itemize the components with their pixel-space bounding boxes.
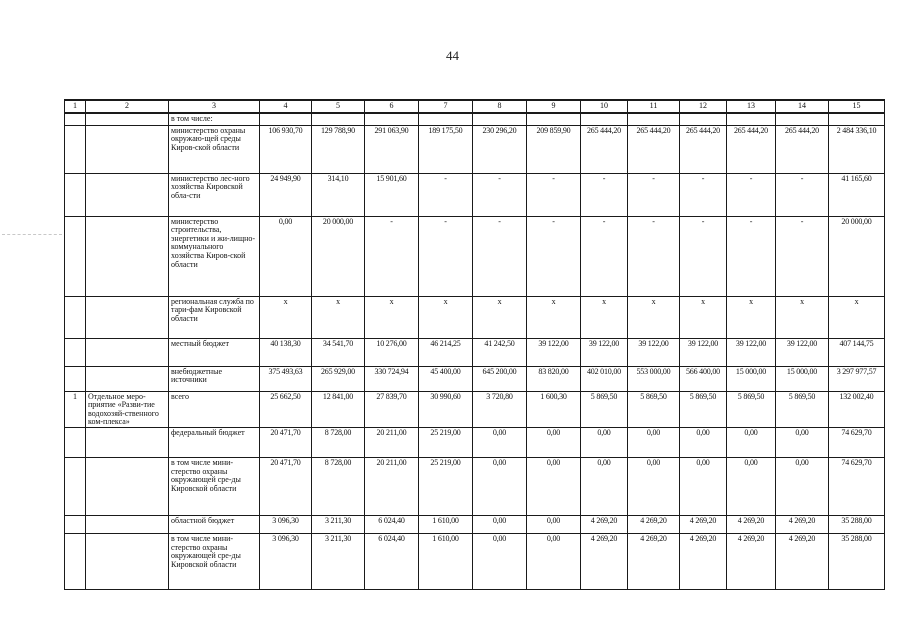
measure-name-cell	[86, 338, 169, 366]
value-cell: 4 269,20	[628, 516, 680, 534]
funding-source-cell: министерство охраны окружаю-щей среды Киров-ской области	[169, 125, 260, 173]
value-cell: 83 820,00	[527, 366, 581, 391]
value-cell: 4 269,20	[727, 534, 776, 590]
value-cell: 3 096,30	[260, 516, 312, 534]
item-number-cell	[65, 338, 86, 366]
row-tariff-service	[65, 296, 885, 338]
funding-source-cell: министерство лес-ного хозяйства Кировской обла-сти	[169, 173, 260, 216]
value-cell: -	[776, 216, 829, 296]
value-cell: 4 269,20	[776, 534, 829, 590]
measure-name-cell	[86, 216, 169, 296]
value-cell: -	[680, 173, 727, 216]
value-cell: 209 859,90	[527, 125, 581, 173]
value-cell: x	[419, 296, 473, 338]
value-cell: 5 869,50	[581, 391, 628, 428]
measure-name-cell	[86, 458, 169, 516]
column-header: 9	[527, 100, 581, 113]
value-cell: 0,00	[680, 428, 727, 458]
value-cell: x	[628, 296, 680, 338]
value-cell: 45 400,00	[419, 366, 473, 391]
value-cell: -	[727, 216, 776, 296]
funding-source-cell: местный бюджет	[169, 338, 260, 366]
value-cell: 10 276,00	[365, 338, 419, 366]
value-cell: 4 269,20	[727, 516, 776, 534]
column-header: 2	[86, 100, 169, 113]
total-value-cell: 132 002,40	[829, 391, 885, 428]
value-cell: x	[312, 296, 365, 338]
total-value-cell: 3 297 977,57	[829, 366, 885, 391]
item-number-cell	[65, 113, 86, 125]
value-cell	[680, 113, 727, 125]
item-number-cell: 1	[65, 391, 86, 428]
value-cell: 20 471,70	[260, 428, 312, 458]
value-cell: 553 000,00	[628, 366, 680, 391]
value-cell: 39 122,00	[680, 338, 727, 366]
column-header: 10	[581, 100, 628, 113]
value-cell: 0,00	[680, 458, 727, 516]
column-header: 7	[419, 100, 473, 113]
value-cell: 0,00	[527, 516, 581, 534]
funding-source-cell: в том числе:	[169, 113, 260, 125]
total-value-cell: x	[829, 296, 885, 338]
row-federal-budget	[65, 428, 885, 458]
item-number-cell	[65, 173, 86, 216]
value-cell: 265 444,20	[581, 125, 628, 173]
measure-name-cell: Отдельное меро-приятие «Разви-тие водохозяй-ственного ком-плекса»	[86, 391, 169, 428]
value-cell: x	[727, 296, 776, 338]
measure-name-cell	[86, 516, 169, 534]
total-value-cell: 35 288,00	[829, 534, 885, 590]
item-number-cell	[65, 296, 86, 338]
value-cell: 265 444,20	[727, 125, 776, 173]
value-cell: 20 000,00	[312, 216, 365, 296]
value-cell: 291 063,90	[365, 125, 419, 173]
total-value-cell: 2 484 336,10	[829, 125, 885, 173]
value-cell: 1 610,00	[419, 534, 473, 590]
value-cell: 4 269,20	[776, 516, 829, 534]
value-cell: -	[776, 173, 829, 216]
value-cell: -	[473, 216, 527, 296]
value-cell: -	[419, 216, 473, 296]
measure-name-cell	[86, 534, 169, 590]
row-regional-ministry-ecology	[65, 534, 885, 590]
value-cell: 39 122,00	[727, 338, 776, 366]
value-cell: 265 444,20	[628, 125, 680, 173]
budget-table	[64, 99, 885, 590]
value-cell: 20 471,70	[260, 458, 312, 516]
column-header: 13	[727, 100, 776, 113]
value-cell: -	[727, 173, 776, 216]
value-cell: 25 662,50	[260, 391, 312, 428]
value-cell: 0,00	[776, 428, 829, 458]
value-cell: 39 122,00	[581, 338, 628, 366]
value-cell	[419, 113, 473, 125]
value-cell: -	[473, 173, 527, 216]
value-cell: 25 219,00	[419, 428, 473, 458]
total-value-cell: 74 629,70	[829, 458, 885, 516]
value-cell: 0,00	[260, 216, 312, 296]
value-cell	[473, 113, 527, 125]
row-local-budget	[65, 338, 885, 366]
total-value-cell	[829, 113, 885, 125]
total-value-cell: 41 165,60	[829, 173, 885, 216]
page-number: 44	[446, 48, 459, 63]
item-number-cell	[65, 428, 86, 458]
value-cell: x	[473, 296, 527, 338]
value-cell: x	[776, 296, 829, 338]
value-cell: 39 122,00	[776, 338, 829, 366]
measure-name-cell	[86, 428, 169, 458]
value-cell: 15 901,60	[365, 173, 419, 216]
value-cell: 0,00	[473, 428, 527, 458]
column-header: 12	[680, 100, 727, 113]
value-cell: 5 869,50	[727, 391, 776, 428]
column-header: 4	[260, 100, 312, 113]
value-cell: 0,00	[581, 428, 628, 458]
value-cell: 25 219,00	[419, 458, 473, 516]
row-extrabudgetary	[65, 366, 885, 391]
column-header: 14	[776, 100, 829, 113]
column-number-row	[65, 100, 885, 113]
measure-name-cell	[86, 296, 169, 338]
item-number-cell	[65, 125, 86, 173]
value-cell: 0,00	[527, 534, 581, 590]
measure-name-cell	[86, 125, 169, 173]
value-cell	[581, 113, 628, 125]
value-cell: 5 869,50	[776, 391, 829, 428]
value-cell: 3 211,30	[312, 534, 365, 590]
row-measure-total	[65, 391, 885, 428]
value-cell: 0,00	[727, 458, 776, 516]
value-cell: 566 400,00	[680, 366, 727, 391]
value-cell: 6 024,40	[365, 534, 419, 590]
value-cell: 24 949,90	[260, 173, 312, 216]
value-cell: 0,00	[473, 516, 527, 534]
value-cell: 129 788,90	[312, 125, 365, 173]
value-cell: 0,00	[581, 458, 628, 516]
total-value-cell: 20 000,00	[829, 216, 885, 296]
value-cell: 34 541,70	[312, 338, 365, 366]
value-cell: x	[365, 296, 419, 338]
measure-name-cell	[86, 173, 169, 216]
value-cell: 1 610,00	[419, 516, 473, 534]
value-cell: -	[365, 216, 419, 296]
value-cell: 330 724,94	[365, 366, 419, 391]
value-cell: 4 269,20	[680, 516, 727, 534]
value-cell: 3 211,30	[312, 516, 365, 534]
value-cell: 265 444,20	[680, 125, 727, 173]
funding-source-cell: областной бюджет	[169, 516, 260, 534]
value-cell: 39 122,00	[527, 338, 581, 366]
value-cell: x	[680, 296, 727, 338]
value-cell: 3 720,80	[473, 391, 527, 428]
item-number-cell	[65, 458, 86, 516]
value-cell: -	[527, 216, 581, 296]
value-cell	[628, 113, 680, 125]
value-cell: -	[527, 173, 581, 216]
value-cell: 5 869,50	[628, 391, 680, 428]
value-cell: 265 444,20	[776, 125, 829, 173]
column-header: 15	[829, 100, 885, 113]
value-cell	[260, 113, 312, 125]
funding-source-cell: в том числе мини-стерство охраны окружающей сре-ды Кировской области	[169, 458, 260, 516]
value-cell: 0,00	[628, 428, 680, 458]
value-cell: 375 493,63	[260, 366, 312, 391]
value-cell: 8 728,00	[312, 458, 365, 516]
funding-source-cell: федеральный бюджет	[169, 428, 260, 458]
row-regional-budget	[65, 516, 885, 534]
value-cell: 314,10	[312, 173, 365, 216]
value-cell: 46 214,25	[419, 338, 473, 366]
measure-name-cell	[86, 366, 169, 391]
value-cell: -	[680, 216, 727, 296]
funding-source-cell: всего	[169, 391, 260, 428]
value-cell: 4 269,20	[581, 534, 628, 590]
value-cell	[527, 113, 581, 125]
column-header: 8	[473, 100, 527, 113]
total-value-cell: 74 629,70	[829, 428, 885, 458]
item-number-cell	[65, 216, 86, 296]
value-cell: 27 839,70	[365, 391, 419, 428]
row-federal-ministry-ecology	[65, 458, 885, 516]
value-cell: 40 138,30	[260, 338, 312, 366]
value-cell: 0,00	[527, 458, 581, 516]
value-cell: 0,00	[473, 458, 527, 516]
funding-source-cell: в том числе мини-стерство охраны окружающей сре-ды Кировской области	[169, 534, 260, 590]
value-cell: 20 211,00	[365, 428, 419, 458]
value-cell: 645 200,00	[473, 366, 527, 391]
funding-source-cell: внебюджетные источники	[169, 366, 260, 391]
value-cell: 189 175,50	[419, 125, 473, 173]
value-cell: 0,00	[628, 458, 680, 516]
total-value-cell: 35 288,00	[829, 516, 885, 534]
funding-source-cell: министерство строительства, энергетики и жи-лищно-коммунального хозяйства Киров-ской области	[169, 216, 260, 296]
value-cell: 402 010,00	[581, 366, 628, 391]
column-header: 6	[365, 100, 419, 113]
value-cell: x	[260, 296, 312, 338]
value-cell	[727, 113, 776, 125]
value-cell: 41 242,50	[473, 338, 527, 366]
value-cell: 12 841,00	[312, 391, 365, 428]
item-number-cell	[65, 534, 86, 590]
value-cell: -	[581, 216, 628, 296]
value-cell: -	[419, 173, 473, 216]
column-header: 11	[628, 100, 680, 113]
value-cell	[365, 113, 419, 125]
row-including-header	[65, 113, 885, 125]
value-cell: 5 869,50	[680, 391, 727, 428]
value-cell: 15 000,00	[727, 366, 776, 391]
value-cell: 0,00	[527, 428, 581, 458]
value-cell: 4 269,20	[581, 516, 628, 534]
value-cell: 20 211,00	[365, 458, 419, 516]
value-cell: 0,00	[727, 428, 776, 458]
scan-artifact	[2, 234, 62, 245]
row-ministry-forestry	[65, 173, 885, 216]
value-cell: 3 096,30	[260, 534, 312, 590]
budget-table-body	[65, 100, 885, 590]
column-header: 1	[65, 100, 86, 113]
column-header: 5	[312, 100, 365, 113]
row-ministry-ecology	[65, 125, 885, 173]
value-cell: 39 122,00	[628, 338, 680, 366]
value-cell: 230 296,20	[473, 125, 527, 173]
value-cell: 6 024,40	[365, 516, 419, 534]
value-cell: 4 269,20	[680, 534, 727, 590]
value-cell: 265 929,00	[312, 366, 365, 391]
item-number-cell	[65, 516, 86, 534]
value-cell: 0,00	[473, 534, 527, 590]
value-cell	[312, 113, 365, 125]
value-cell: x	[581, 296, 628, 338]
value-cell: x	[527, 296, 581, 338]
funding-source-cell: региональная служба по тари-фам Кировской области	[169, 296, 260, 338]
value-cell: 1 600,30	[527, 391, 581, 428]
measure-name-cell	[86, 113, 169, 125]
value-cell: 8 728,00	[312, 428, 365, 458]
item-number-cell	[65, 366, 86, 391]
value-cell: -	[628, 173, 680, 216]
value-cell	[776, 113, 829, 125]
row-ministry-construction	[65, 216, 885, 296]
value-cell: 0,00	[776, 458, 829, 516]
value-cell: 30 990,60	[419, 391, 473, 428]
value-cell: -	[628, 216, 680, 296]
value-cell: 15 000,00	[776, 366, 829, 391]
total-value-cell: 407 144,75	[829, 338, 885, 366]
value-cell: 4 269,20	[628, 534, 680, 590]
value-cell: 106 930,70	[260, 125, 312, 173]
value-cell: -	[581, 173, 628, 216]
column-header: 3	[169, 100, 260, 113]
